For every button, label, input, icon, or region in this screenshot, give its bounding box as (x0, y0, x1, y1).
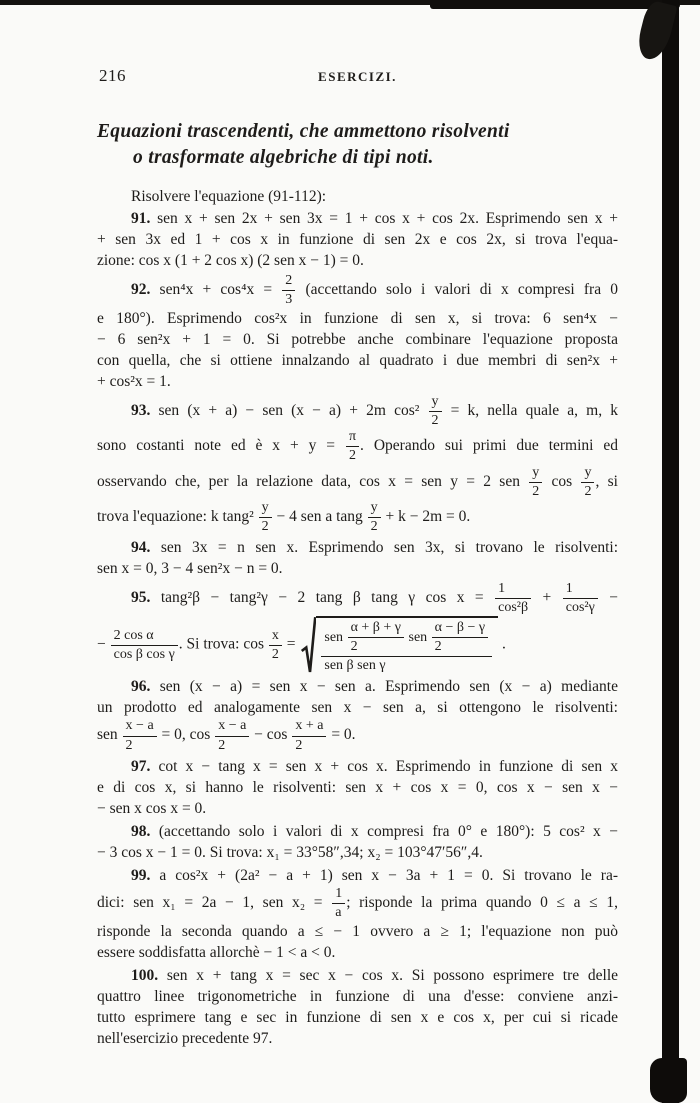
text-line (97, 886, 618, 921)
section-heading-line-2: o trasformate algebriche di tipi noti. (133, 147, 434, 168)
fraction-denominator: sen β sen γ (324, 658, 386, 674)
text-line (97, 250, 618, 271)
fraction-denominator: 3 (285, 292, 293, 308)
text-run: sen 3x = n sen x. Esprimendo sen 3x, si trovano le risolventi: (150, 538, 618, 556)
fraction (281, 273, 296, 308)
fraction (214, 718, 250, 753)
exercise-number: 95. (131, 589, 151, 607)
exercise-paragraph (97, 537, 618, 579)
text-line (97, 371, 618, 392)
fraction-denominator: 2 (431, 413, 439, 429)
fraction-numerator: 2 cos α (111, 628, 178, 646)
text-run: − 3 cos x − 1 = 0. Si trova: x₁ = 33°58″,34; x₂ = 103°47′56″,4. (97, 843, 483, 861)
fraction-numerator: y (529, 465, 542, 483)
text-line (97, 942, 618, 963)
fraction-numerator: α + β + γ (348, 620, 404, 638)
exercise-number: 96. (131, 678, 151, 696)
text-run: = (282, 635, 300, 653)
text-run: = 0. (327, 726, 356, 744)
scan-smudge-bottom-right (650, 1058, 687, 1103)
text-run: nell'esercizio precedente 97. (97, 1029, 273, 1047)
text-line (97, 308, 618, 329)
exercise-number: 93. (131, 402, 151, 420)
text-run: risponde la seconda quando a ≤ − 1 ovvero a ≥ 1; l'equazione non può (97, 922, 618, 940)
fraction (258, 500, 273, 535)
text-line (97, 718, 618, 753)
text-line (97, 616, 618, 674)
fraction-denominator: 2 (584, 483, 592, 499)
text-line (97, 500, 618, 535)
text-run: = 0, cos (157, 726, 215, 744)
text-line (97, 965, 618, 986)
fraction-denominator: 2 (348, 448, 356, 464)
fraction-denominator: cos²γ (565, 600, 595, 616)
text-run: e di cos x, si hanno le risolventi: sen x + cos x = 0, cos x − sen x − (97, 778, 618, 796)
fraction-numerator: x − a (123, 718, 157, 736)
text-run: sen x = 0, 3 − 4 sen²x − n = 0. (97, 559, 283, 577)
fraction (580, 465, 595, 500)
section-heading-line-1: Equazioni trascendenti, che ammettono risolventi (97, 121, 510, 142)
text-line (97, 1007, 618, 1028)
text-run: − 6 sen²x + 1 = 0. Si potrebbe anche combinare l'equazione proposta (97, 331, 618, 349)
fraction (268, 628, 283, 663)
text-run: quattro linee trigonometriche in funzione di una d'esse: conviene anzi- (97, 987, 618, 1005)
text-run: sen (x − a) = sen x − sen a. Esprimendo sen (x − a) mediante (150, 678, 618, 696)
text-run: sen x + sen 2x + sen 3x = 1 + cos x + cos 2x. Esprimendo sen x + (150, 210, 618, 227)
exercise-paragraph (97, 676, 618, 753)
exercise-paragraph (97, 581, 618, 674)
text-run: sen⁴x + cos⁴x = (150, 281, 282, 299)
exercise-paragraph (97, 965, 618, 1049)
fraction-denominator: 2 (125, 737, 133, 753)
text-run: − cos (250, 726, 292, 744)
text-line (97, 756, 618, 777)
exercise-number: 97. (131, 757, 151, 775)
section-heading (97, 119, 618, 171)
fraction (562, 581, 599, 616)
text-run: a cos²x + (2a² − a + 1) sen x − 3a + 1 = 0. Si trovano le ra- (150, 866, 618, 884)
exercise-number: 99. (131, 866, 151, 884)
text-run: = k, nella quale a, m, k (442, 402, 618, 420)
fraction-denominator: 2 (350, 639, 358, 655)
exercise-paragraph (97, 273, 618, 392)
text-run: osservando che, per la relazione data, cos x = sen y = 2 sen (97, 472, 529, 490)
page-body (97, 0, 618, 1051)
exercise-number: 100. (131, 966, 159, 984)
text-line (97, 865, 618, 886)
text-line (97, 429, 618, 464)
exercise-paragraph (97, 394, 618, 535)
text-run: . (498, 635, 506, 653)
text-run: tang²β − tang²γ − 2 tang β tang γ cos x = (150, 589, 495, 607)
text-line (97, 798, 618, 819)
radical-expression (301, 616, 498, 674)
text-run: (accettando solo i valori di x compresi fra 0 (296, 281, 618, 299)
fraction (494, 581, 532, 616)
text-line (97, 821, 618, 842)
fraction (528, 465, 543, 500)
fraction-denominator: 2 (295, 737, 303, 753)
text-line (97, 1028, 618, 1049)
exercise-paragraph (97, 208, 618, 271)
text-run: sen (324, 629, 347, 645)
text-run: un prodotto ed analogamente sen x − sen a, si ottengono le risolventi: (97, 699, 618, 717)
fraction-denominator: a (335, 904, 342, 920)
fraction-denominator: 2 (370, 518, 378, 534)
fraction (331, 886, 346, 921)
fraction-numerator: x (269, 628, 282, 646)
text-line (97, 229, 618, 250)
text-line (97, 465, 618, 500)
fraction-denominator: 2 (261, 518, 269, 534)
page-number: 216 (99, 66, 126, 85)
text-line (97, 329, 618, 350)
text-run: sen x + tang x = sec x − cos x. Si possono esprimere tre delle (158, 966, 618, 984)
text-line (97, 986, 618, 1007)
intro-line: Risolvere l'equazione (91-112): (131, 188, 327, 205)
exercise-number: 98. (131, 822, 151, 840)
fraction-denominator: 2 (271, 646, 279, 662)
fraction-numerator: x − a (215, 718, 249, 736)
fraction (367, 500, 382, 535)
fraction-numerator: y (581, 465, 594, 483)
exercises-content (97, 186, 618, 1049)
scan-gutter-band (662, 0, 679, 1103)
exercise-number: 92. (131, 281, 151, 299)
exercise-list (97, 208, 618, 1049)
text-run: tutto esprimere tang e sec in funzione di sen x e cos x, per cui si ricade (97, 1008, 618, 1026)
text-run: sen (405, 629, 431, 645)
fraction-numerator: y (368, 500, 381, 518)
fraction-numerator: y (259, 500, 272, 518)
exercise-paragraph (97, 821, 618, 863)
fraction-numerator: 1 (563, 581, 598, 599)
text-line (97, 842, 618, 863)
radicand (316, 616, 498, 674)
text-run: − sen x cos x = 0. (97, 799, 207, 817)
text-run: zione: cos x (1 + 2 cos x) (2 sen x − 1) = 0. (97, 252, 364, 269)
fraction-numerator: 1 (495, 581, 531, 599)
fraction-denominator: cos β cos γ (113, 646, 175, 662)
text-line (97, 676, 618, 697)
exercise-paragraph (97, 865, 618, 963)
text-line (97, 208, 618, 229)
text-run: . Si trova: cos (178, 635, 268, 653)
fraction (428, 394, 443, 429)
text-run: sen (97, 726, 122, 744)
text-run: cot x − tang x = sen x + cos x. Esprimendo in funzione di sen x (150, 757, 618, 775)
text-run: , si (595, 472, 618, 490)
text-line (97, 273, 618, 308)
text-run: . Operando sui primi due termini ed (360, 437, 619, 455)
fraction (431, 620, 489, 655)
text-run: con quella, che si ottiene innalzando al quadrato i due membri di sen²x + (97, 352, 618, 370)
text-run: cos (543, 472, 581, 490)
fraction-numerator: π (346, 429, 359, 447)
exercise-number: 94. (131, 538, 151, 556)
fraction-numerator: α − β − γ (432, 620, 488, 638)
text-line (97, 697, 618, 718)
text-run: sen (x + a) − sen (x − a) + 2m cos² (150, 402, 428, 420)
running-head: ESERCIZI. (318, 69, 397, 84)
text-run: − 4 sen a tang (272, 507, 367, 525)
fraction-denominator: 2 (532, 483, 540, 499)
exercise-number: 91. (131, 210, 151, 227)
fraction-denominator: cos²β (498, 600, 529, 616)
fraction (110, 628, 179, 663)
text-line (97, 558, 618, 579)
fraction-denominator: 2 (434, 639, 442, 655)
text-line (97, 777, 618, 798)
text-run: (accettando solo i valori di x compresi fra 0° e 180°): 5 cos² x − (150, 822, 618, 840)
text-run: sono costanti note ed è x + y = (97, 437, 345, 455)
fraction-numerator: x + a (292, 718, 326, 736)
text-run: + (532, 589, 562, 607)
text-line (97, 350, 618, 371)
text-run: e 180°). Esprimendo cos²x in funzione di sen x, si trova: 6 sen⁴x − (97, 310, 618, 328)
text-run: − (598, 589, 618, 607)
text-run: + cos²x = 1. (97, 373, 171, 391)
text-run: − (97, 635, 110, 653)
fraction (320, 620, 493, 674)
text-run: dici: sen x₁ = 2a − 1, sen x₂ = (97, 893, 332, 911)
exercise-paragraph (97, 756, 618, 819)
fraction (122, 718, 158, 753)
text-run: ; risponde la prima quando 0 ≤ a ≤ 1, (346, 893, 618, 911)
text-line (97, 394, 618, 429)
text-run: essere soddisfatta allorchè − 1 < a < 0. (97, 943, 336, 961)
fraction-numerator: y (429, 394, 442, 412)
fraction (345, 429, 360, 464)
text-run: trova l'equazione: k tang² (97, 507, 258, 525)
fraction (291, 718, 327, 753)
fraction-numerator: 1 (332, 886, 345, 904)
page-header (97, 66, 618, 88)
fraction-numerator: 2 (282, 273, 295, 291)
text-run: + sen 3x ed 1 + cos x in funzione di sen 2x e cos 2x, si trova l'equa- (97, 231, 618, 248)
fraction (347, 620, 405, 655)
text-line (97, 581, 618, 616)
radical-sign-icon (301, 616, 316, 674)
fraction-denominator: 2 (218, 737, 226, 753)
text-line (97, 537, 618, 558)
fraction-numerator (321, 620, 492, 657)
text-line (97, 921, 618, 942)
text-run: + k − 2m = 0. (381, 507, 471, 525)
